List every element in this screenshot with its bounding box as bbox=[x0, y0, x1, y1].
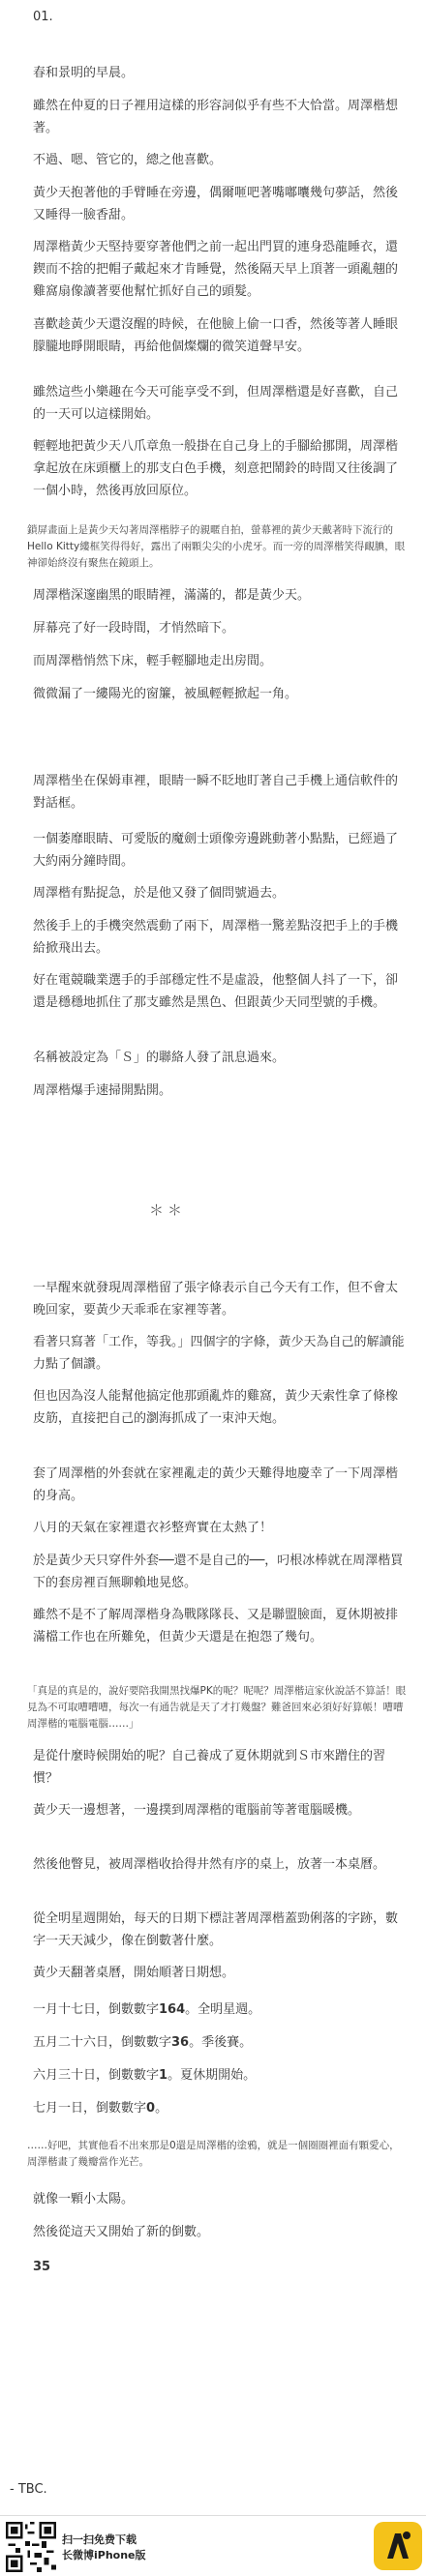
calendar-entry-text: 一月十七日，倒數數字 bbox=[33, 2002, 160, 2017]
paragraph: 周澤楷坐在保姆車裡，眼睛一瞬不眨地盯著自己手機上通信軟件的對話框。 bbox=[33, 774, 399, 811]
chapter-number: 01. bbox=[33, 10, 53, 24]
calendar-entry bbox=[33, 1999, 407, 2021]
paragraph: 周澤楷爆手速掃開點開。 bbox=[33, 1083, 172, 1098]
paragraph: 輕輕地把黃少天八爪章魚一般掛在自己身上的手腳給挪開，周澤楷拿起放在床頭櫃上的那支白色手機，刻意把鬧鈴的時間又往後調了一個小時，然後再放回原位。 bbox=[33, 439, 399, 498]
paragraph: 微微漏了一縷陽光的窗簾，被風輕輕掀起一角。 bbox=[33, 687, 298, 701]
paragraph: 套了周澤楷的外套就在家裡亂走的黃少天難得地慶幸了一下周澤楷的身高。 bbox=[33, 1466, 399, 1503]
paragraph: 看著只寫著「工作，等我。」四個字的字條，黃少天為自己的解讀能力點了個讚。 bbox=[33, 1335, 405, 1372]
paragraph: 春和景明的早晨。 bbox=[33, 66, 135, 80]
paragraph: 八月的天氣在家裡還衣衫整齊實在太熱了！ bbox=[33, 1521, 273, 1535]
calendar-entry bbox=[33, 2097, 407, 2119]
paragraph: 然後他瞥見，被周澤楷收拾得井然有序的桌上，放著一本桌曆。 bbox=[33, 1857, 386, 1872]
paragraph: 於是黃少天只穿件外套──還不是自己的──，叼根冰棒就在周澤楷買下的套房裡百無聊賴地晃悠。 bbox=[33, 1554, 404, 1590]
paragraph: 然後手上的手機突然震動了兩下，周澤楷一驚差點沒把手上的手機給掀飛出去。 bbox=[33, 919, 399, 956]
calendar-entry-text: 六月三十日，倒數數字 bbox=[33, 2068, 160, 2083]
paragraph: 黃少天翻著桌曆，開始順著日期想。 bbox=[33, 1966, 235, 1980]
paragraph: 黃少天抱著他的手臂睡在旁邊，偶爾咂吧著嘴嘟囔幾句夢話，然後又睡得一臉香甜。 bbox=[33, 186, 399, 222]
paragraph: 名稱被設定為「Ｓ」的聯絡人發了訊息過來。 bbox=[33, 1051, 286, 1065]
paragraph: 是從什麼時候開始的呢？自己養成了夏休期就到Ｓ市來蹭住的習慣？ bbox=[33, 1749, 386, 1786]
calendar-entry-note: 。全明星週。 bbox=[185, 2002, 261, 2017]
aside-note: ……好吧，其實他看不出來那是0還是周澤楷的塗鴉，就是一個圈圈裡面有顆愛心，周澤楷畫了幾瓣當作光芒。 bbox=[27, 2140, 400, 2168]
paragraph: 雖然不是不了解周澤楷身為戰隊隊長、又是聯盟臉面，夏休期被排滿檔工作也在所難免，但黃少天還是在抱怨了幾句。 bbox=[33, 1608, 399, 1644]
paragraph: 雖然在仲夏的日子裡用這樣的形容詞似乎有些不大恰當。周澤楷想著。 bbox=[33, 99, 399, 135]
calendar-count: 164 bbox=[159, 2002, 186, 2017]
calendar-entry-note: 。季後賽。 bbox=[189, 2035, 253, 2050]
paragraph: 屏幕亮了好一段時間，才悄然暗下。 bbox=[33, 621, 235, 636]
section-separator: ＊＊ bbox=[149, 1201, 187, 1219]
paragraph: 黃少天一邊想著，一邊撲到周澤楷的電腦前等著電腦暖機。 bbox=[33, 1803, 361, 1818]
calendar-entry-note: 。 bbox=[155, 2101, 168, 2116]
final-count: 35 bbox=[33, 2260, 51, 2274]
paragraph: 而周澤楷悄然下床，輕手輕腳地走出房間。 bbox=[33, 654, 273, 668]
calendar-count: 0 bbox=[146, 2101, 156, 2116]
paragraph: 就像一顆小太陽。 bbox=[33, 2192, 135, 2206]
promo-line[interactable]: 扫一扫免费下载 bbox=[62, 2533, 137, 2546]
paragraph: 不過、嗯、管它的，總之他喜歡。 bbox=[33, 153, 223, 167]
calendar-entry bbox=[33, 2031, 407, 2054]
app-logo-icon bbox=[374, 2522, 422, 2570]
calendar-entry-text: 七月一日，倒數數字 bbox=[33, 2101, 147, 2116]
app-promo-footer bbox=[0, 2515, 426, 2576]
paragraph: 雖然這些小樂趣在今天可能享受不到，但周澤楷還是好喜歡，自己的一天可以這樣開始。 bbox=[33, 385, 399, 422]
paragraph: 從全明星週開始，每天的日期下標註著周澤楷蓋勁俐落的字跡，數字一天天減少，像在倒數著什麼。 bbox=[33, 1911, 399, 1948]
paragraph: 周澤楷有點捉急，於是他又發了個問號過去。 bbox=[33, 886, 286, 901]
calendar-count: 1 bbox=[159, 2068, 168, 2083]
paragraph: 一早醒來就發現周澤楷留了張字條表示自己今天有工作，但不會太晚回家，要黃少天乖乖在家裡等著。 bbox=[33, 1281, 399, 1318]
promo-line[interactable]: 长微博iPhone版 bbox=[62, 2549, 146, 2561]
calendar-entry bbox=[33, 2064, 407, 2087]
paragraph: 一個萎靡眼睛、可愛版的魔劍士頭像旁邊跳動著小點點，已經過了大約兩分鐘時間。 bbox=[33, 832, 399, 869]
to-be-continued: - TBC. bbox=[10, 2482, 47, 2497]
paragraph: 但也因為沒人能幫他搞定他那頭亂炸的雞窩，黃少天索性拿了條橡皮筋，直接把自己的瀏海抓成了一束沖天炮。 bbox=[33, 1389, 399, 1426]
calendar-count: 36 bbox=[171, 2035, 190, 2050]
calendar-entry-text: 五月二十六日，倒數數字 bbox=[33, 2035, 172, 2050]
paragraph: 然後從這天又開始了新的倒數。 bbox=[33, 2225, 210, 2239]
aside-note: 鎖屏畫面上是黃少天勾著周澤楷脖子的親暱自拍，螢幕裡的黃少天戴著時下流行的Hello Kitty縷框笑得得好，露出了兩顆尖尖的小虎牙。而一旁的周澤楷笑得靦腆，眼神卻始終沒有聚焦在鏡頭上。 bbox=[27, 524, 406, 569]
qr-code-icon[interactable] bbox=[6, 2522, 56, 2572]
paragraph: 周澤楷黃少天堅持要穿著他們之前一起出門買的連身恐龍睡衣，還鍥而不捨的把帽子戴起來才肯睡覺，然後隔天早上頂著一頭亂翹的雞窩扇像讀著要他幫忙抓好自己的頭髮。 bbox=[33, 240, 399, 299]
aside-note: 「真是的真是的，說好要陪我開黑找爆PK的呢？呢呢？周澤楷這家伙說話不算話！眼見為不可取嘈嘈嘈，每次一有通告就是天了才打幾盤？難爸回來必須好好算帳！嘈嘈周澤楷的電腦電腦……」 bbox=[27, 1685, 407, 1730]
paragraph: 喜歡趁黃少天還沒醒的時候，在他臉上偷一口香，然後等著人睡眼朦朧地睜開眼睛，再給他個燦爛的微笑道聲早安。 bbox=[33, 317, 399, 354]
paragraph: 好在電競職業選手的手部穩定性不是虛設，他整個人抖了一下，卻還是穩穩地抓住了那支雖然是黑色、但跟黃少天同型號的手機。 bbox=[33, 973, 399, 1010]
calendar-entry-note: 。夏休期開始。 bbox=[167, 2068, 257, 2083]
paragraph: 周澤楷深邃幽黑的眼睛裡，滿滿的，都是黃少天。 bbox=[33, 588, 311, 603]
